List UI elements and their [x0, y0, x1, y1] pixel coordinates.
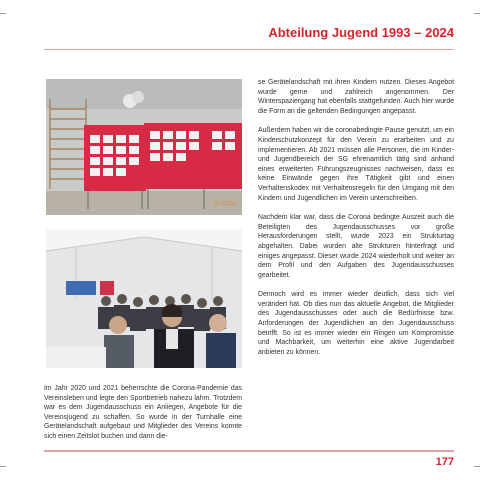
title-divider [44, 49, 454, 50]
crop-mark [474, 466, 480, 467]
photo-exhibition-illustration [46, 79, 242, 215]
photo-exhibition-boards [46, 79, 242, 215]
paragraph: Nachdem klar war, dass die Corona bedingte Auszeit auch die Beteiligten des Jugendausschusses vor große Herausforderungen stellt, wurde 2023 ein Strukturtag abgehalten. Dabei wurden alte Strukturen hinterfragt und einiges angepasst. Dieser wurde 2024 wiederholt und weiter an dem Profil und den Aufgaben des Jugendausschusses gearbeitet. [258, 214, 454, 279]
paragraph: Dennoch wird es immer wieder deutlich, dass sich viel verändert hat. Ob dies nun das aktuelle Angebot, die Mitglieder des Jugendausschusses oder auch die Bedürfnisse bzw. Anforderungen der Jugendlichen an den Jugendausschuss betrifft. So ist es immer wieder ein Ringen um Kompromisse und Machbarkeit, um weiterhin eine aktive Jugendarbeit anbieten zu können. [258, 291, 454, 356]
right-text-column [258, 78, 454, 367]
photo-tent-gathering [46, 229, 242, 368]
paragraph: Außerdem haben wir die coronabedingte Pause genutzt, um ein Kinderschutzkonzept für den Verein zu erarbeiten und zu implementieren. Ab 2021 müssen alle Personen, die im Kinder- und Jugendbereich der SG ehrenamtlich tätig sind anhand eines erweiterten Führungszeugnisses nachweisen, dass es keine Einwände gegen ihre Tätigkeit gibt und einen Verhaltenskodex mit Verhaltensregeln für den Umgang mit den Kindern und Jugendlichen im Verein unterschreiben. [258, 127, 454, 202]
crop-mark [0, 13, 6, 14]
crop-mark [474, 13, 480, 14]
crop-mark [0, 466, 6, 467]
paragraph: se Gerätelandschaft mit ihren Kindern nutzen. Dieses Angebot wurde gerne und zahlreich angenommen. Der Winterspaziergang hat ebenfalls stattgefunden. Auch hier wurde die Form an die geltenden Bedingungen angepasst. [258, 79, 454, 115]
page-number: 177 [435, 456, 454, 468]
footer-divider [44, 450, 454, 452]
paragraph: Im Jahr 2020 und 2021 beherrschte die Corona-Pandemie das Vereinsleben und legte den Sportbetrieb nahezu lahm. Trotzdem war es dem Jugendausschuss ein Anliegen, Angebote für die Vereinsjugend zu schaffen. So wurde in der Turnhalle eine Gerätelandschaft aufgebaut und Mitglieder des Vereins konnte sich einen Zeitslot buchen und dann die- [44, 385, 242, 440]
page-title: Abteilung Jugend 1993 – 2024 [268, 25, 454, 40]
left-text-column [44, 384, 242, 442]
photo-date-stamp: 05.3.2016 [213, 201, 236, 207]
photo-tent-illustration [46, 229, 242, 368]
